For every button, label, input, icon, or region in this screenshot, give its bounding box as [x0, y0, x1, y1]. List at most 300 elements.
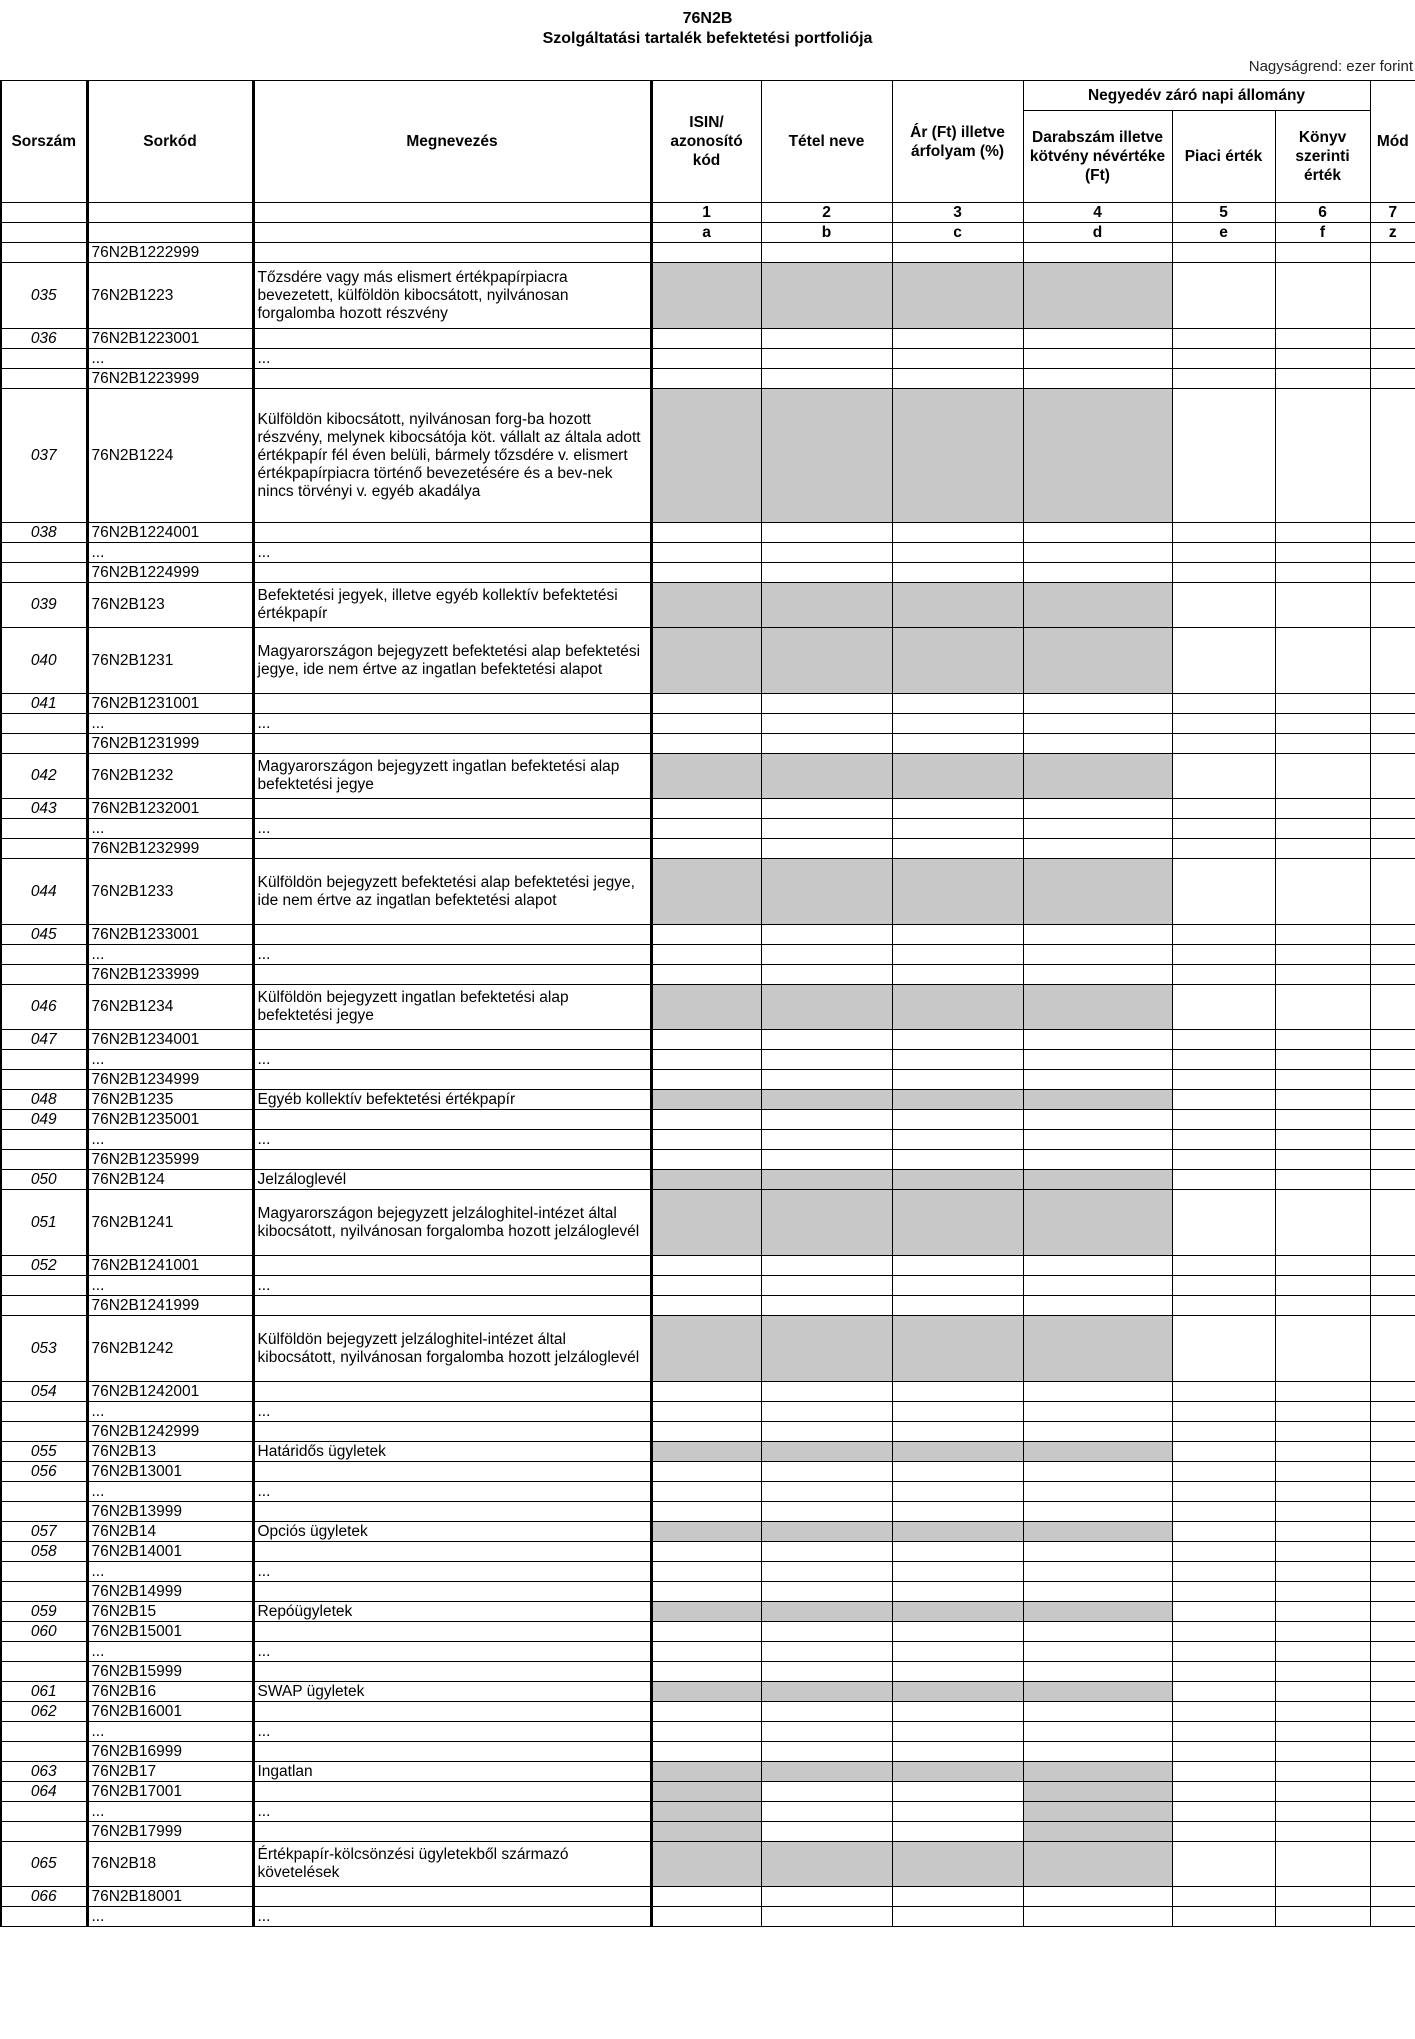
- tetel-cell[interactable]: [761, 1070, 892, 1090]
- mod-cell[interactable]: [1370, 389, 1415, 523]
- darab-cell[interactable]: [1023, 563, 1172, 583]
- darab-cell[interactable]: [1023, 1130, 1172, 1150]
- isin-cell[interactable]: [651, 1150, 761, 1170]
- isin-cell[interactable]: [651, 1130, 761, 1150]
- ar-cell[interactable]: [892, 1482, 1023, 1502]
- piaci-cell[interactable]: [1172, 1762, 1275, 1782]
- piaci-cell[interactable]: [1172, 1170, 1275, 1190]
- ar-cell[interactable]: [892, 819, 1023, 839]
- ar-cell[interactable]: [892, 1562, 1023, 1582]
- darab-cell[interactable]: [1023, 1642, 1172, 1662]
- ar-cell[interactable]: [892, 1642, 1023, 1662]
- ar-cell[interactable]: [892, 349, 1023, 369]
- mod-cell[interactable]: [1370, 1887, 1415, 1907]
- konyv-cell[interactable]: [1275, 734, 1370, 754]
- darab-cell[interactable]: [1023, 1722, 1172, 1742]
- mod-cell[interactable]: [1370, 1276, 1415, 1296]
- ar-cell[interactable]: [892, 1070, 1023, 1090]
- darab-cell[interactable]: [1023, 1050, 1172, 1070]
- ar-cell[interactable]: [892, 1256, 1023, 1276]
- darab-cell[interactable]: [1023, 369, 1172, 389]
- piaci-cell[interactable]: [1172, 1482, 1275, 1502]
- darab-cell[interactable]: [1023, 1502, 1172, 1522]
- isin-cell[interactable]: [651, 1502, 761, 1522]
- isin-cell[interactable]: [651, 1422, 761, 1442]
- ar-cell[interactable]: [892, 1050, 1023, 1070]
- ar-cell[interactable]: [892, 965, 1023, 985]
- isin-cell[interactable]: [651, 1742, 761, 1762]
- konyv-cell[interactable]: [1275, 1542, 1370, 1562]
- tetel-cell[interactable]: [761, 734, 892, 754]
- isin-cell[interactable]: [651, 563, 761, 583]
- konyv-cell[interactable]: [1275, 1602, 1370, 1622]
- tetel-cell[interactable]: [761, 714, 892, 734]
- mod-cell[interactable]: [1370, 859, 1415, 925]
- piaci-cell[interactable]: [1172, 329, 1275, 349]
- darab-cell[interactable]: [1023, 243, 1172, 263]
- mod-cell[interactable]: [1370, 1382, 1415, 1402]
- piaci-cell[interactable]: [1172, 1822, 1275, 1842]
- mod-cell[interactable]: [1370, 1502, 1415, 1522]
- konyv-cell[interactable]: [1275, 1442, 1370, 1462]
- mod-cell[interactable]: [1370, 1316, 1415, 1382]
- mod-cell[interactable]: [1370, 1462, 1415, 1482]
- isin-cell[interactable]: [651, 1050, 761, 1070]
- ar-cell[interactable]: [892, 1110, 1023, 1130]
- tetel-cell[interactable]: [761, 543, 892, 563]
- konyv-cell[interactable]: [1275, 1722, 1370, 1742]
- piaci-cell[interactable]: [1172, 1662, 1275, 1682]
- mod-cell[interactable]: [1370, 1256, 1415, 1276]
- mod-cell[interactable]: [1370, 1702, 1415, 1722]
- konyv-cell[interactable]: [1275, 1662, 1370, 1682]
- tetel-cell[interactable]: [761, 925, 892, 945]
- piaci-cell[interactable]: [1172, 1462, 1275, 1482]
- mod-cell[interactable]: [1370, 1522, 1415, 1542]
- piaci-cell[interactable]: [1172, 1742, 1275, 1762]
- darab-cell[interactable]: [1023, 1276, 1172, 1296]
- mod-cell[interactable]: [1370, 694, 1415, 714]
- mod-cell[interactable]: [1370, 1402, 1415, 1422]
- konyv-cell[interactable]: [1275, 1502, 1370, 1522]
- mod-cell[interactable]: [1370, 1562, 1415, 1582]
- tetel-cell[interactable]: [761, 1722, 892, 1742]
- mod-cell[interactable]: [1370, 1170, 1415, 1190]
- piaci-cell[interactable]: [1172, 369, 1275, 389]
- konyv-cell[interactable]: [1275, 1316, 1370, 1382]
- isin-cell[interactable]: [651, 925, 761, 945]
- tetel-cell[interactable]: [761, 1542, 892, 1562]
- konyv-cell[interactable]: [1275, 1622, 1370, 1642]
- darab-cell[interactable]: [1023, 1382, 1172, 1402]
- tetel-cell[interactable]: [761, 1622, 892, 1642]
- ar-cell[interactable]: [892, 925, 1023, 945]
- mod-cell[interactable]: [1370, 1822, 1415, 1842]
- isin-cell[interactable]: [651, 694, 761, 714]
- mod-cell[interactable]: [1370, 1762, 1415, 1782]
- darab-cell[interactable]: [1023, 1742, 1172, 1762]
- konyv-cell[interactable]: [1275, 694, 1370, 714]
- darab-cell[interactable]: [1023, 819, 1172, 839]
- piaci-cell[interactable]: [1172, 1110, 1275, 1130]
- piaci-cell[interactable]: [1172, 714, 1275, 734]
- konyv-cell[interactable]: [1275, 1382, 1370, 1402]
- tetel-cell[interactable]: [761, 1276, 892, 1296]
- piaci-cell[interactable]: [1172, 1802, 1275, 1822]
- mod-cell[interactable]: [1370, 985, 1415, 1030]
- mod-cell[interactable]: [1370, 1782, 1415, 1802]
- piaci-cell[interactable]: [1172, 1422, 1275, 1442]
- piaci-cell[interactable]: [1172, 1702, 1275, 1722]
- mod-cell[interactable]: [1370, 1190, 1415, 1256]
- piaci-cell[interactable]: [1172, 583, 1275, 628]
- darab-cell[interactable]: [1023, 1482, 1172, 1502]
- isin-cell[interactable]: [651, 349, 761, 369]
- piaci-cell[interactable]: [1172, 925, 1275, 945]
- mod-cell[interactable]: [1370, 839, 1415, 859]
- ar-cell[interactable]: [892, 1542, 1023, 1562]
- isin-cell[interactable]: [651, 1722, 761, 1742]
- ar-cell[interactable]: [892, 1782, 1023, 1802]
- konyv-cell[interactable]: [1275, 1402, 1370, 1422]
- mod-cell[interactable]: [1370, 945, 1415, 965]
- piaci-cell[interactable]: [1172, 1130, 1275, 1150]
- mod-cell[interactable]: [1370, 1130, 1415, 1150]
- isin-cell[interactable]: [651, 839, 761, 859]
- piaci-cell[interactable]: [1172, 1562, 1275, 1582]
- konyv-cell[interactable]: [1275, 859, 1370, 925]
- piaci-cell[interactable]: [1172, 1316, 1275, 1382]
- mod-cell[interactable]: [1370, 329, 1415, 349]
- konyv-cell[interactable]: [1275, 1782, 1370, 1802]
- isin-cell[interactable]: [651, 1256, 761, 1276]
- konyv-cell[interactable]: [1275, 1742, 1370, 1762]
- tetel-cell[interactable]: [761, 1887, 892, 1907]
- isin-cell[interactable]: [651, 1030, 761, 1050]
- ar-cell[interactable]: [892, 1622, 1023, 1642]
- darab-cell[interactable]: [1023, 1150, 1172, 1170]
- piaci-cell[interactable]: [1172, 985, 1275, 1030]
- konyv-cell[interactable]: [1275, 583, 1370, 628]
- konyv-cell[interactable]: [1275, 563, 1370, 583]
- ar-cell[interactable]: [892, 1130, 1023, 1150]
- piaci-cell[interactable]: [1172, 1090, 1275, 1110]
- ar-cell[interactable]: [892, 1422, 1023, 1442]
- isin-cell[interactable]: [651, 1110, 761, 1130]
- piaci-cell[interactable]: [1172, 1522, 1275, 1542]
- isin-cell[interactable]: [651, 1907, 761, 1927]
- tetel-cell[interactable]: [761, 523, 892, 543]
- tetel-cell[interactable]: [761, 799, 892, 819]
- piaci-cell[interactable]: [1172, 1602, 1275, 1622]
- tetel-cell[interactable]: [761, 965, 892, 985]
- tetel-cell[interactable]: [761, 1782, 892, 1802]
- konyv-cell[interactable]: [1275, 1462, 1370, 1482]
- konyv-cell[interactable]: [1275, 329, 1370, 349]
- darab-cell[interactable]: [1023, 1030, 1172, 1050]
- konyv-cell[interactable]: [1275, 243, 1370, 263]
- isin-cell[interactable]: [651, 1542, 761, 1562]
- mod-cell[interactable]: [1370, 1542, 1415, 1562]
- darab-cell[interactable]: [1023, 1070, 1172, 1090]
- mod-cell[interactable]: [1370, 1070, 1415, 1090]
- piaci-cell[interactable]: [1172, 859, 1275, 925]
- ar-cell[interactable]: [892, 1702, 1023, 1722]
- konyv-cell[interactable]: [1275, 1110, 1370, 1130]
- tetel-cell[interactable]: [761, 1150, 892, 1170]
- konyv-cell[interactable]: [1275, 925, 1370, 945]
- mod-cell[interactable]: [1370, 1050, 1415, 1070]
- piaci-cell[interactable]: [1172, 1722, 1275, 1742]
- ar-cell[interactable]: [892, 1662, 1023, 1682]
- tetel-cell[interactable]: [761, 243, 892, 263]
- darab-cell[interactable]: [1023, 734, 1172, 754]
- ar-cell[interactable]: [892, 945, 1023, 965]
- mod-cell[interactable]: [1370, 349, 1415, 369]
- darab-cell[interactable]: [1023, 523, 1172, 543]
- isin-cell[interactable]: [651, 1382, 761, 1402]
- piaci-cell[interactable]: [1172, 1070, 1275, 1090]
- ar-cell[interactable]: [892, 839, 1023, 859]
- tetel-cell[interactable]: [761, 1110, 892, 1130]
- konyv-cell[interactable]: [1275, 1682, 1370, 1702]
- tetel-cell[interactable]: [761, 349, 892, 369]
- tetel-cell[interactable]: [761, 1256, 892, 1276]
- isin-cell[interactable]: [651, 1402, 761, 1422]
- piaci-cell[interactable]: [1172, 263, 1275, 329]
- tetel-cell[interactable]: [761, 1822, 892, 1842]
- mod-cell[interactable]: [1370, 754, 1415, 799]
- konyv-cell[interactable]: [1275, 1907, 1370, 1927]
- mod-cell[interactable]: [1370, 263, 1415, 329]
- darab-cell[interactable]: [1023, 1110, 1172, 1130]
- darab-cell[interactable]: [1023, 714, 1172, 734]
- piaci-cell[interactable]: [1172, 945, 1275, 965]
- piaci-cell[interactable]: [1172, 1442, 1275, 1462]
- isin-cell[interactable]: [651, 965, 761, 985]
- darab-cell[interactable]: [1023, 1402, 1172, 1422]
- isin-cell[interactable]: [651, 1662, 761, 1682]
- isin-cell[interactable]: [651, 1482, 761, 1502]
- mod-cell[interactable]: [1370, 1110, 1415, 1130]
- darab-cell[interactable]: [1023, 1582, 1172, 1602]
- darab-cell[interactable]: [1023, 965, 1172, 985]
- konyv-cell[interactable]: [1275, 754, 1370, 799]
- darab-cell[interactable]: [1023, 1907, 1172, 1927]
- isin-cell[interactable]: [651, 369, 761, 389]
- piaci-cell[interactable]: [1172, 799, 1275, 819]
- piaci-cell[interactable]: [1172, 1582, 1275, 1602]
- mod-cell[interactable]: [1370, 523, 1415, 543]
- mod-cell[interactable]: [1370, 1296, 1415, 1316]
- konyv-cell[interactable]: [1275, 1296, 1370, 1316]
- konyv-cell[interactable]: [1275, 1276, 1370, 1296]
- darab-cell[interactable]: [1023, 349, 1172, 369]
- isin-cell[interactable]: [651, 1276, 761, 1296]
- konyv-cell[interactable]: [1275, 1842, 1370, 1887]
- piaci-cell[interactable]: [1172, 1642, 1275, 1662]
- mod-cell[interactable]: [1370, 1742, 1415, 1762]
- ar-cell[interactable]: [892, 563, 1023, 583]
- mod-cell[interactable]: [1370, 1722, 1415, 1742]
- mod-cell[interactable]: [1370, 1602, 1415, 1622]
- piaci-cell[interactable]: [1172, 1842, 1275, 1887]
- mod-cell[interactable]: [1370, 628, 1415, 694]
- konyv-cell[interactable]: [1275, 839, 1370, 859]
- darab-cell[interactable]: [1023, 1702, 1172, 1722]
- tetel-cell[interactable]: [761, 1030, 892, 1050]
- mod-cell[interactable]: [1370, 1582, 1415, 1602]
- mod-cell[interactable]: [1370, 819, 1415, 839]
- isin-cell[interactable]: [651, 1462, 761, 1482]
- darab-cell[interactable]: [1023, 1562, 1172, 1582]
- isin-cell[interactable]: [651, 523, 761, 543]
- konyv-cell[interactable]: [1275, 1522, 1370, 1542]
- piaci-cell[interactable]: [1172, 1050, 1275, 1070]
- piaci-cell[interactable]: [1172, 819, 1275, 839]
- tetel-cell[interactable]: [761, 1382, 892, 1402]
- tetel-cell[interactable]: [761, 1422, 892, 1442]
- ar-cell[interactable]: [892, 1802, 1023, 1822]
- tetel-cell[interactable]: [761, 1662, 892, 1682]
- konyv-cell[interactable]: [1275, 1482, 1370, 1502]
- piaci-cell[interactable]: [1172, 1622, 1275, 1642]
- piaci-cell[interactable]: [1172, 1907, 1275, 1927]
- tetel-cell[interactable]: [761, 1642, 892, 1662]
- piaci-cell[interactable]: [1172, 1682, 1275, 1702]
- ar-cell[interactable]: [892, 1402, 1023, 1422]
- konyv-cell[interactable]: [1275, 1762, 1370, 1782]
- mod-cell[interactable]: [1370, 1622, 1415, 1642]
- konyv-cell[interactable]: [1275, 349, 1370, 369]
- isin-cell[interactable]: [651, 1622, 761, 1642]
- konyv-cell[interactable]: [1275, 985, 1370, 1030]
- konyv-cell[interactable]: [1275, 389, 1370, 523]
- tetel-cell[interactable]: [761, 839, 892, 859]
- piaci-cell[interactable]: [1172, 1887, 1275, 1907]
- ar-cell[interactable]: [892, 734, 1023, 754]
- darab-cell[interactable]: [1023, 694, 1172, 714]
- darab-cell[interactable]: [1023, 925, 1172, 945]
- konyv-cell[interactable]: [1275, 628, 1370, 694]
- mod-cell[interactable]: [1370, 1642, 1415, 1662]
- konyv-cell[interactable]: [1275, 1030, 1370, 1050]
- ar-cell[interactable]: [892, 329, 1023, 349]
- konyv-cell[interactable]: [1275, 1582, 1370, 1602]
- isin-cell[interactable]: [651, 329, 761, 349]
- isin-cell[interactable]: [651, 543, 761, 563]
- ar-cell[interactable]: [892, 1722, 1023, 1742]
- mod-cell[interactable]: [1370, 1802, 1415, 1822]
- isin-cell[interactable]: [651, 243, 761, 263]
- ar-cell[interactable]: [892, 1907, 1023, 1927]
- piaci-cell[interactable]: [1172, 1382, 1275, 1402]
- isin-cell[interactable]: [651, 799, 761, 819]
- piaci-cell[interactable]: [1172, 1030, 1275, 1050]
- piaci-cell[interactable]: [1172, 734, 1275, 754]
- mod-cell[interactable]: [1370, 1090, 1415, 1110]
- konyv-cell[interactable]: [1275, 799, 1370, 819]
- darab-cell[interactable]: [1023, 329, 1172, 349]
- konyv-cell[interactable]: [1275, 1887, 1370, 1907]
- tetel-cell[interactable]: [761, 1907, 892, 1927]
- isin-cell[interactable]: [651, 734, 761, 754]
- konyv-cell[interactable]: [1275, 1802, 1370, 1822]
- tetel-cell[interactable]: [761, 1702, 892, 1722]
- piaci-cell[interactable]: [1172, 754, 1275, 799]
- isin-cell[interactable]: [651, 714, 761, 734]
- piaci-cell[interactable]: [1172, 243, 1275, 263]
- mod-cell[interactable]: [1370, 1682, 1415, 1702]
- piaci-cell[interactable]: [1172, 694, 1275, 714]
- konyv-cell[interactable]: [1275, 369, 1370, 389]
- isin-cell[interactable]: [651, 1562, 761, 1582]
- piaci-cell[interactable]: [1172, 839, 1275, 859]
- konyv-cell[interactable]: [1275, 543, 1370, 563]
- ar-cell[interactable]: [892, 1030, 1023, 1050]
- konyv-cell[interactable]: [1275, 965, 1370, 985]
- mod-cell[interactable]: [1370, 369, 1415, 389]
- piaci-cell[interactable]: [1172, 523, 1275, 543]
- tetel-cell[interactable]: [761, 329, 892, 349]
- tetel-cell[interactable]: [761, 694, 892, 714]
- mod-cell[interactable]: [1370, 543, 1415, 563]
- mod-cell[interactable]: [1370, 1662, 1415, 1682]
- darab-cell[interactable]: [1023, 945, 1172, 965]
- ar-cell[interactable]: [892, 799, 1023, 819]
- tetel-cell[interactable]: [761, 1050, 892, 1070]
- mod-cell[interactable]: [1370, 965, 1415, 985]
- ar-cell[interactable]: [892, 1150, 1023, 1170]
- darab-cell[interactable]: [1023, 1662, 1172, 1682]
- piaci-cell[interactable]: [1172, 1542, 1275, 1562]
- konyv-cell[interactable]: [1275, 1070, 1370, 1090]
- konyv-cell[interactable]: [1275, 1256, 1370, 1276]
- isin-cell[interactable]: [651, 1642, 761, 1662]
- mod-cell[interactable]: [1370, 1482, 1415, 1502]
- isin-cell[interactable]: [651, 1070, 761, 1090]
- mod-cell[interactable]: [1370, 799, 1415, 819]
- piaci-cell[interactable]: [1172, 1402, 1275, 1422]
- tetel-cell[interactable]: [761, 1582, 892, 1602]
- piaci-cell[interactable]: [1172, 1190, 1275, 1256]
- ar-cell[interactable]: [892, 714, 1023, 734]
- tetel-cell[interactable]: [761, 1562, 892, 1582]
- konyv-cell[interactable]: [1275, 714, 1370, 734]
- darab-cell[interactable]: [1023, 1256, 1172, 1276]
- isin-cell[interactable]: [651, 1296, 761, 1316]
- isin-cell[interactable]: [651, 1887, 761, 1907]
- tetel-cell[interactable]: [761, 819, 892, 839]
- mod-cell[interactable]: [1370, 1422, 1415, 1442]
- isin-cell[interactable]: [651, 1702, 761, 1722]
- konyv-cell[interactable]: [1275, 523, 1370, 543]
- piaci-cell[interactable]: [1172, 1150, 1275, 1170]
- isin-cell[interactable]: [651, 945, 761, 965]
- ar-cell[interactable]: [892, 1462, 1023, 1482]
- ar-cell[interactable]: [892, 694, 1023, 714]
- tetel-cell[interactable]: [761, 945, 892, 965]
- piaci-cell[interactable]: [1172, 1782, 1275, 1802]
- mod-cell[interactable]: [1370, 563, 1415, 583]
- konyv-cell[interactable]: [1275, 1050, 1370, 1070]
- tetel-cell[interactable]: [761, 1742, 892, 1762]
- darab-cell[interactable]: [1023, 799, 1172, 819]
- mod-cell[interactable]: [1370, 583, 1415, 628]
- ar-cell[interactable]: [892, 1382, 1023, 1402]
- konyv-cell[interactable]: [1275, 1130, 1370, 1150]
- mod-cell[interactable]: [1370, 1442, 1415, 1462]
